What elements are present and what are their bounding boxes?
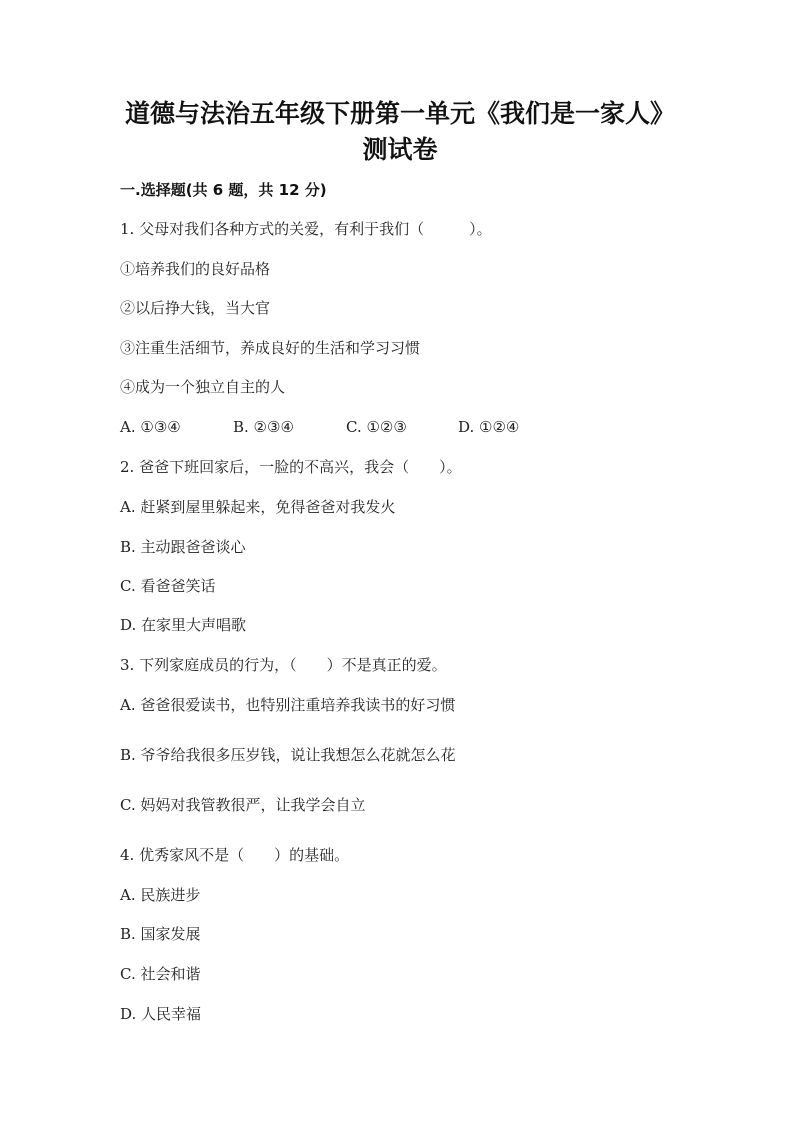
question-2-option-c: C. 看爸爸笑话 xyxy=(120,577,216,595)
question-4-option-d: D. 人民幸福 xyxy=(120,1005,202,1023)
question-4-option-b: B. 国家发展 xyxy=(120,925,201,943)
question-4-option-c: C. 社会和谐 xyxy=(120,965,201,983)
question-1-option-a: A. ①③④ xyxy=(120,418,181,436)
question-1-option-c: C. ①②③ xyxy=(346,418,407,436)
question-1-stem: 1. 父母对我们各种方式的关爱，有利于我们（ ）。 xyxy=(120,220,492,238)
question-4-stem: 4. 优秀家风不是（ ）的基础。 xyxy=(120,846,350,864)
question-2-option-d: D. 在家里大声唱歌 xyxy=(120,616,247,634)
question-2-option-a: A. 赶紧到屋里躲起来，免得爸爸对我发火 xyxy=(120,498,396,516)
question-1-option-d: D. ①②④ xyxy=(458,418,520,436)
question-1-option-b: B. ②③④ xyxy=(233,418,294,436)
question-3-option-c: C. 妈妈对我管教很严，让我学会自立 xyxy=(120,796,366,814)
question-3-option-a: A. 爸爸很爱读书，也特别注重培养我读书的好习惯 xyxy=(120,696,456,714)
question-3-stem: 3. 下列家庭成员的行为，（ ）不是真正的爱。 xyxy=(120,656,447,674)
question-1-item: ③注重生活细节，养成良好的生活和学习习惯 xyxy=(120,339,421,357)
page-title: 道德与法治五年级下册第一单元《我们是一家人》 xyxy=(124,99,675,128)
question-4-option-a: A. 民族进步 xyxy=(120,886,201,904)
question-2-option-b: B. 主动跟爸爸谈心 xyxy=(120,538,246,556)
question-1-item: ②以后挣大钱，当大官 xyxy=(120,299,271,317)
question-1-item: ①培养我们的良好品格 xyxy=(120,260,271,278)
section-heading: 一.选择题(共 6 题，共 12 分) xyxy=(120,181,327,199)
question-1-item: ④成为一个独立自主的人 xyxy=(120,378,286,396)
question-3-option-b: B. 爷爷给我很多压岁钱，说让我想怎么花就怎么花 xyxy=(120,746,456,764)
question-2-stem: 2. 爸爸下班回家后，一脸的不高兴，我会（ ）。 xyxy=(120,458,462,476)
question-1-options xyxy=(120,417,540,437)
page-subtitle: 测试卷 xyxy=(362,135,438,164)
